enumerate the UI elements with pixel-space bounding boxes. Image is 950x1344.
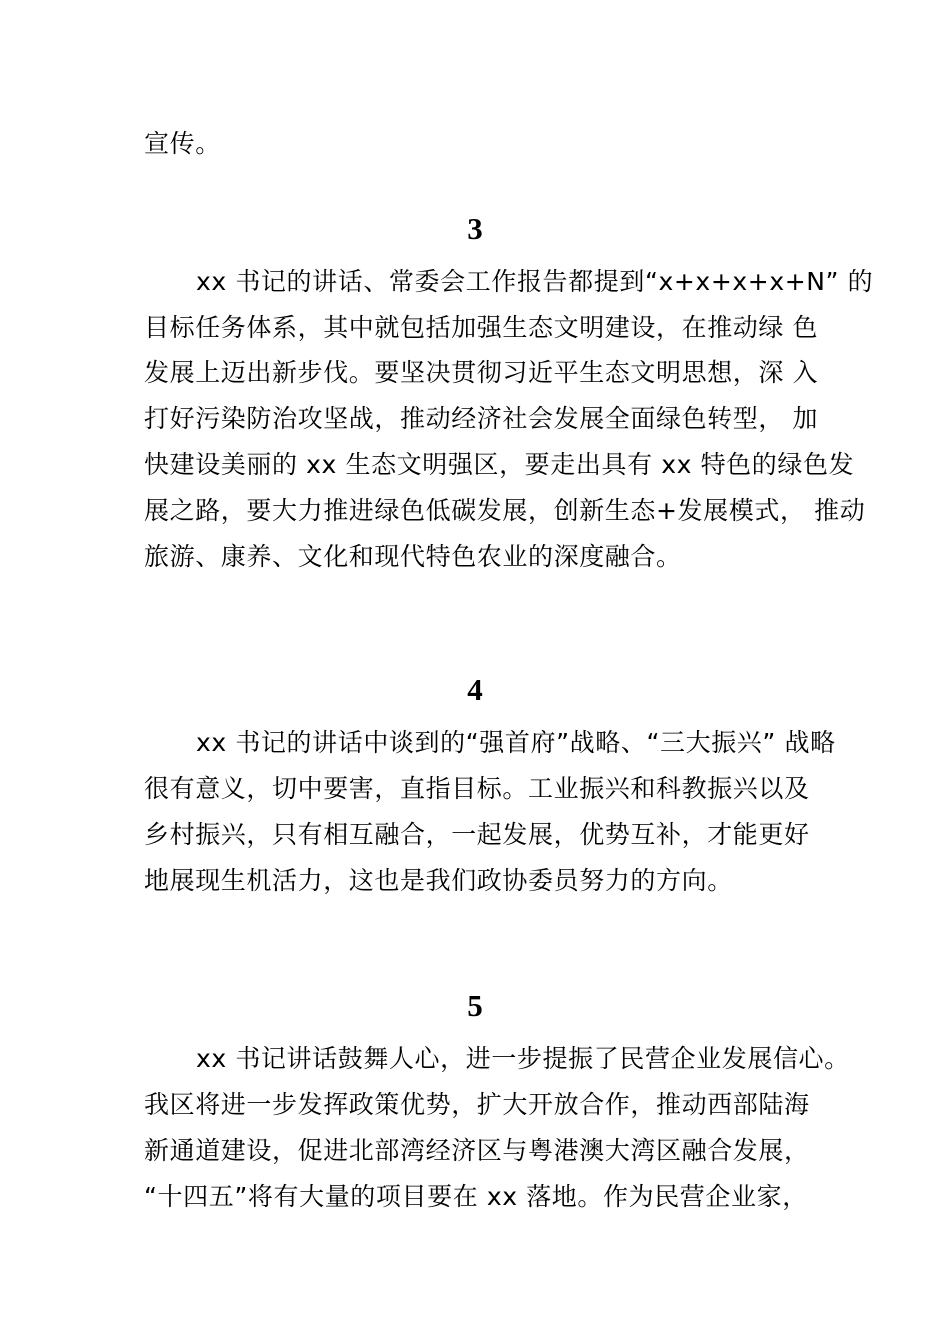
paragraph-line: 宣传。 [144, 129, 221, 158]
paragraph-line: xx 书记的讲话中谈到的“强首府”战略、“三大振兴” 战略 [196, 728, 836, 757]
paragraph-line: 我区将进一步发挥政策优势，扩大开放合作，推动西部陆海 [144, 1090, 810, 1119]
paragraph-line: 旅游、康养、文化和现代特色农业的深度融合。 [144, 542, 682, 571]
section-number-5: 5 [467, 988, 483, 1023]
paragraph-line: 展之路，要大力推进绿色低碳发展，创新生态+发展模式， 推动 [144, 496, 866, 525]
paragraph-line: 快建设美丽的 xx 生态文明强区，要走出具有 xx 特色的绿色发 [144, 450, 855, 479]
paragraph-line: xx 书记讲话鼓舞人心，进一步提振了民营企业发展信心。 [196, 1044, 850, 1073]
paragraph-line: “十四五”将有大量的项目要在 xx 落地。作为民营企业家， [144, 1182, 808, 1211]
paragraph-line: 打好污染防治攻坚战，推动经济社会发展全面绿色转型， 加 [144, 404, 819, 433]
paragraph-line: 新通道建设，促进北部湾经济区与粤港澳大湾区融合发展， [144, 1136, 810, 1165]
paragraph-line: 发展上迈出新步伐。要坚决贯彻习近平生态文明思想，深 入 [144, 358, 819, 387]
paragraph-line: 很有意义，切中要害，直指目标。工业振兴和科教振兴以及 [144, 774, 810, 803]
paragraph-line: 乡村振兴，只有相互融合，一起发展，优势互补，才能更好 [144, 820, 810, 849]
paragraph-line: 目标任务体系，其中就包括加强生态文明建设，在推动绿 色 [144, 313, 819, 342]
paragraph-line: xx 书记的讲话、常委会工作报告都提到“x+x+x+x+N” 的 [196, 267, 874, 296]
section-number-4: 4 [467, 672, 483, 707]
section-number-3: 3 [467, 211, 483, 246]
paragraph-line: 地展现生机活力，这也是我们政协委员努力的方向。 [144, 866, 733, 895]
